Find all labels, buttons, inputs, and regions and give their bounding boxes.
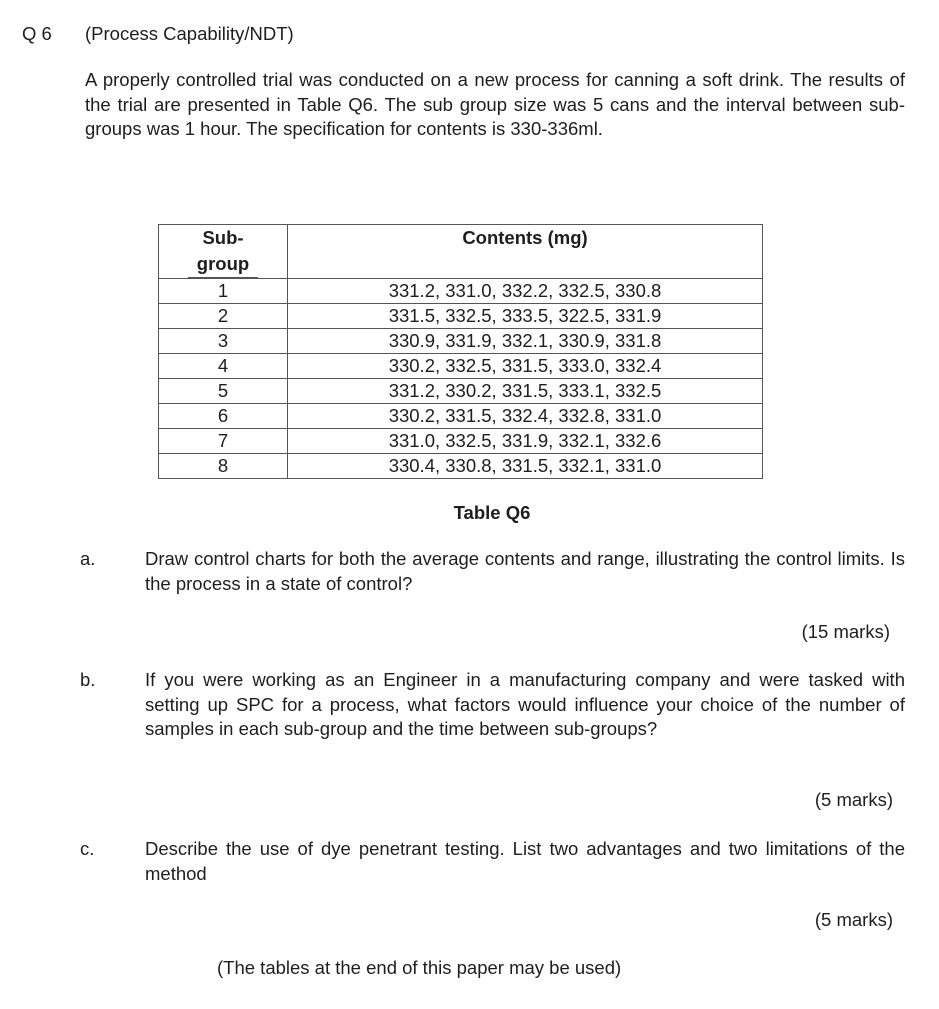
part-c-label: c. [80,838,95,859]
contents-cell: 331.2, 330.2, 331.5, 333.1, 332.5 [288,379,763,404]
contents-cell: 330.4, 330.8, 331.5, 332.1, 331.0 [288,454,763,479]
part-b-marks: (5 marks) [814,789,893,810]
part-a-label: a. [80,548,96,569]
table-row [159,379,763,404]
contents-cell: 330.2, 332.5, 331.5, 333.0, 332.4 [288,354,763,379]
footer-note: (The tables at the end of this paper may be used) [217,957,622,978]
data-table [158,224,763,479]
question-topic: (Process Capability/NDT) [85,23,294,44]
subgroup-cell: 2 [159,304,288,329]
part-b-text: If you were working as an Engineer in a manufacturing company and were tasked with setting up SPC for a process, what factors would influence your choice of the number of samples in each sub-group and the time between sub-groups? [145,669,905,739]
header-contents: Contents (mg) [288,225,763,279]
table-row [159,429,763,454]
question-number: Q 6 [22,23,52,44]
subgroup-cell: 7 [159,429,288,454]
table-row [159,304,763,329]
part-c-marks: (5 marks) [814,909,893,930]
table-row [159,454,763,479]
header-subgroup: Sub-group [159,225,288,279]
subgroup-cell: 4 [159,354,288,379]
part-c-text: Describe the use of dye penetrant testing. List two advantages and two limitations of the method [145,838,905,884]
subgroup-cell: 6 [159,404,288,429]
subgroup-cell: 5 [159,379,288,404]
contents-cell: 330.2, 331.5, 332.4, 332.8, 331.0 [288,404,763,429]
table-row [159,329,763,354]
contents-cell: 331.2, 331.0, 332.2, 332.5, 330.8 [288,279,763,304]
table-row [159,404,763,429]
part-b-label: b. [80,669,96,690]
contents-cell: 331.0, 332.5, 331.9, 332.1, 332.6 [288,429,763,454]
subgroup-cell: 8 [159,454,288,479]
table-row [159,279,763,304]
intro-paragraph: A properly controlled trial was conducted on a new process for canning a soft drink. The results of the trial are presented in Table Q6. The sub group size was 5 cans and the interval between sub-groups was 1 hour. The specification for contents is 330-336ml. [85,69,905,139]
contents-cell: 331.5, 332.5, 333.5, 322.5, 331.9 [288,304,763,329]
table-row [159,354,763,379]
contents-cell: 330.9, 331.9, 332.1, 330.9, 331.8 [288,329,763,354]
table-caption: Table Q6 [453,502,531,523]
part-a-marks: (15 marks) [801,621,890,642]
subgroup-cell: 1 [159,279,288,304]
subgroup-cell: 3 [159,329,288,354]
part-a-text: Draw control charts for both the average contents and range, illustrating the control limits. Is the process in a state of control? [145,548,905,594]
